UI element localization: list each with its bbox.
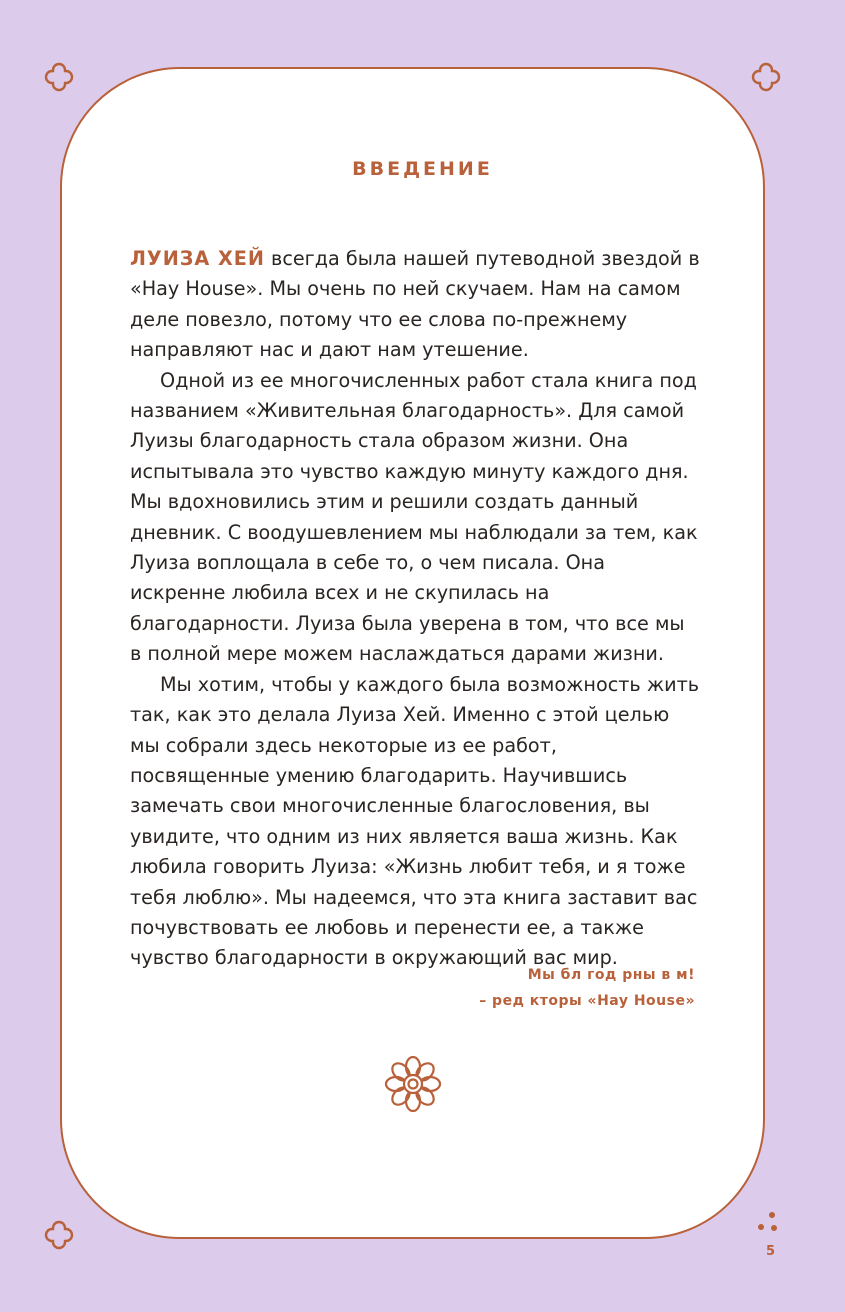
author-name: ЛУИЗА ХЕЙ [130,247,265,270]
quatrefoil-icon [749,60,783,94]
quatrefoil-icon [42,1218,76,1252]
paragraph-1 [130,244,700,366]
signature-line-1: Мы бл год рны в м! [527,967,695,983]
quatrefoil-icon [42,60,76,94]
page-title: ВВЕДЕНИЕ [352,158,493,180]
signature-line-2: – ред кторы «Hay House» [479,993,695,1009]
page-number: 5 [766,1244,776,1259]
flower-icon [383,1054,443,1114]
paragraph-3: Мы хотим, чтобы у каждого была возможность жить так, как это делала Луиза Хей. Именно с этой целью мы собрали здесь некоторые из ее работ, посвященные умению благодарить. Научившись замечать свои многочисленные благословения, вы увидите, что одним из них является ваша жизнь. Как любила говорить Луиза: «Жизнь любит тебя, и я тоже тебя люблю». Мы надеемся, что эта книга заставит вас почувствовать ее любовь и перенести ее, а также чувство благодарности в окружающий вас мир. [130,672,700,970]
dots-icon [752,1210,782,1234]
body-text [130,244,700,974]
paragraph-2: Одной из ее многочисленных работ стала книга под названием «Живительная благодарность». Для самой Луизы благодарность стала образом жизни. Она испытывала это чувство каждую минуту каждого дня. Мы вдохновились этим и решили создать данный дневник. С воодушевлением мы наблюдали за тем, как Луиза воплощала в себе то, о чем писала. Она искренне любила всех и не скупилась на благодарности. Луиза была уверена в том, что все мы в полной мере можем наслаждаться дарами жизни. [130,368,698,666]
signature [479,962,695,1014]
paragraph-1-text: всегда была нашей путеводной звездой в «Hay House». Мы очень по ней скучаем. Нам на самом деле повезло, потому что ее слова по-прежнему направляют нас и дают нам утешение. [130,247,700,362]
